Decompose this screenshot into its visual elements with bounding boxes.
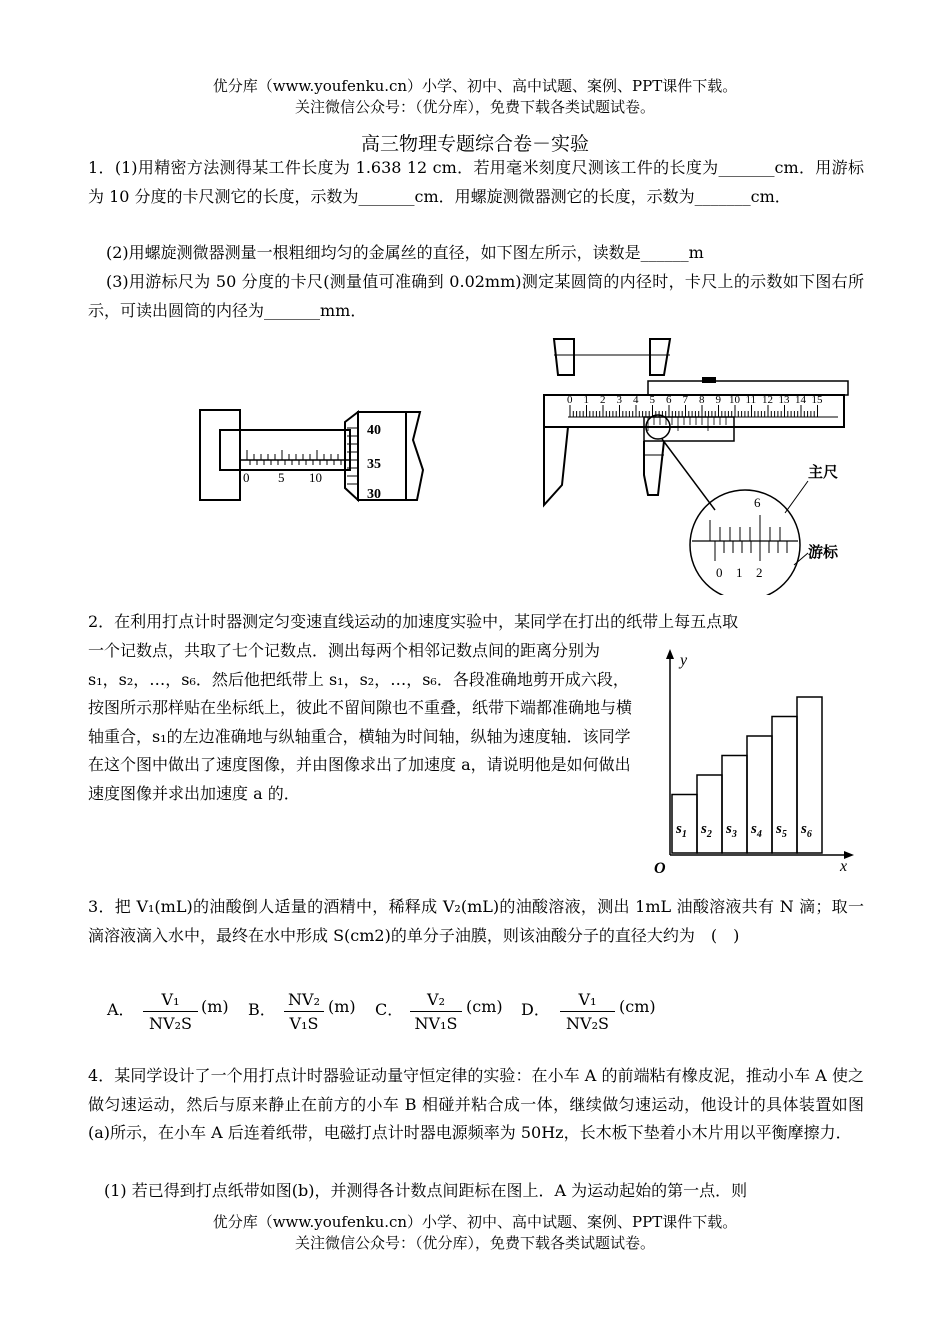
q3-option-c-label: C． <box>375 1000 404 1019</box>
footer-line-1: 优分库（www.youfenku.cn）小学、初中、高中试题、案例、PPT课件下载。 <box>212 1213 738 1231</box>
thimble-label-35: 35 <box>367 457 381 472</box>
zoom-bottom-0: 0 <box>716 565 723 580</box>
q3-option-c-unit: (cm) <box>466 997 503 1016</box>
q3-option-b-den: V₁S <box>289 1014 319 1033</box>
q3-option-d-label: D． <box>521 1000 550 1019</box>
q3-stem: 3．把 V₁(mL)的油酸倒人适量的酒精中，稀释成 V₂(mL)的油酸溶液，测出 1mL 油酸溶液共有 N 滴；取一滴溶液滴入水中，最终在水中形成 S(cm2)的单分子油膜，则该油酸分子的直径大约为 ( ) <box>88 897 864 945</box>
q1-part3: (3)用游标尺为 50 分度的卡尺(测量值可准确到 0.02mm)测定某圆筒的内径时，卡尺上的示数如下图右所示，可读出圆筒的内径为_______mm． <box>88 272 864 320</box>
sleeve-label-5: 5 <box>278 470 285 485</box>
q3-option-a-num: V₁ <box>143 990 198 1012</box>
main-scale-label-5: 5 <box>649 394 655 406</box>
tape-label-s1: $s_1$ <box>676 821 687 840</box>
main-scale-label-7: 7 <box>682 394 688 406</box>
header-line-2: 关注微信公众号：（优分库），免费下载各类试题试卷。 <box>294 98 655 116</box>
q3-option-a-fraction <box>143 990 198 1033</box>
origin-label: O <box>654 860 666 877</box>
main-scale-label-10: 10 <box>729 394 740 406</box>
tape-label-s2: $s_2$ <box>701 821 712 840</box>
main-scale-label-0: 0 <box>567 394 573 406</box>
thimble-label-30: 30 <box>367 487 381 502</box>
thimble-label-40: 40 <box>367 423 381 438</box>
velocity-chart <box>650 645 865 880</box>
q3-option-b-num: NV₂ <box>284 990 324 1012</box>
tape-label-s4: $s_4$ <box>751 821 762 840</box>
q1-part2: (2)用螺旋测微器测量一根粗细均匀的金属丝的直径，如下图左所示，读数是______m <box>106 243 704 262</box>
q3-option-b-label: B． <box>248 1000 276 1019</box>
q4-part1: 4．某同学设计了一个用打点计时器验证动量守恒定律的实验：在小车 A 的前端粘有橡皮泥，推动小车 A 使之做匀速运动，然后与原来静止在前方的小车 B 相碰并粘合成一体，继续做匀速运动，他设计的具体装置如图(a)所示，在小车 A 后连着纸带，电磁打点计时器电源频率为 50Hz，长木板下垫着小木片用以平衡摩擦力． <box>88 1066 864 1142</box>
header-line-1: 优分库（www.youfenku.cn）小学、初中、高中试题、案例、PPT课件下载。 <box>212 77 738 95</box>
q3-option-d-fraction <box>560 990 615 1033</box>
q3-option-b-fraction <box>284 990 324 1033</box>
main-scale-label-3: 3 <box>616 394 622 406</box>
vernier-scale-label: 游标 <box>808 545 839 561</box>
main-scale-label-15: 15 <box>811 394 823 406</box>
q3-option-d-den: NV₂S <box>566 1014 609 1033</box>
sleeve-label-10: 10 <box>309 470 322 485</box>
page-title: 高三物理专题综合卷－实验 <box>360 133 589 155</box>
zoom-bottom-1: 1 <box>736 565 743 580</box>
q3-option-c-num: V₂ <box>410 990 462 1012</box>
q3-option-c-fraction <box>410 990 462 1033</box>
x-axis-label: x <box>840 858 848 875</box>
zoom-top-label: 6 <box>754 495 761 510</box>
q3-option-a-unit: (m) <box>201 997 229 1016</box>
y-axis-label: y <box>680 652 688 669</box>
q3-option-d-num: V₁ <box>560 990 615 1012</box>
main-scale-label-14: 14 <box>795 394 806 406</box>
q3-option-a-den: NV₂S <box>149 1014 192 1033</box>
q3-option-d-unit: (cm) <box>619 997 656 1016</box>
sleeve-label-0: 0 <box>243 470 250 485</box>
main-scale-label-2: 2 <box>600 394 606 406</box>
caliper-figure <box>540 335 860 595</box>
micrometer-figure <box>195 400 435 510</box>
tape-strip-s2 <box>697 775 722 853</box>
main-scale-label-6: 6 <box>666 394 672 406</box>
tape-label-s3: $s_3$ <box>726 821 737 840</box>
main-scale-label-12: 12 <box>762 394 773 406</box>
q2-part2: 一个记数点，共取了七个记数点．测出每两个相邻记数点间的距离分别为 s₁，s₂，…，s₆．然后他把纸带上 s₁，s₂，…，s₆．各段准确地剪开成六段，按图所示那样贴在坐标纸上，彼此不留间隙也不重叠，纸带下端都准确地与横轴重合，s₁的左边准确地与纵轴重合，横轴为时间轴，纵轴为速度轴．该同学在这个图中做出了速度图像，并由图像求出了加速度 a，请说明他是如何做出速度图像并求出加速度 a 的． <box>88 641 633 803</box>
main-scale-label-8: 8 <box>699 394 705 406</box>
footer-line-2: 关注微信公众号：（优分库），免费下载各类试题试卷。 <box>294 1234 655 1252</box>
main-scale-label-9: 9 <box>715 394 721 406</box>
main-scale-label-11: 11 <box>745 394 757 406</box>
q3-option-a-label: A． <box>107 1000 135 1019</box>
tape-label-s5: $s_5$ <box>776 821 787 840</box>
main-scale-label-13: 13 <box>778 394 790 406</box>
zoom-bottom-2: 2 <box>756 565 763 580</box>
main-scale-label: 主尺 <box>808 465 839 481</box>
main-scale-label-1: 1 <box>583 394 589 406</box>
q4-part2: (1) 若已得到打点纸带如图(b)，并测得各计数点间距标在图上．A 为运动起始的第一点．则 <box>104 1181 748 1200</box>
q3-option-c-den: NV₁S <box>414 1014 458 1033</box>
q2-part1: 2．在利用打点计时器测定匀变速直线运动的加速度实验中，某同学在打出的纸带上每五点取 <box>88 612 739 631</box>
tape-label-s6: $s_6$ <box>801 821 812 840</box>
q3-option-b-unit: (m) <box>328 997 356 1016</box>
main-scale-label-4: 4 <box>633 394 639 406</box>
q1-part1: 1．(1)用精密方法测得某工件长度为 1.638 12 cm．若用毫米刻度尺测该工件的长度为_______cm．用游标为 10 分度的卡尺测它的长度，示数为_______cm．用螺旋测微器测它的长度，示数为_______cm． <box>88 158 864 206</box>
